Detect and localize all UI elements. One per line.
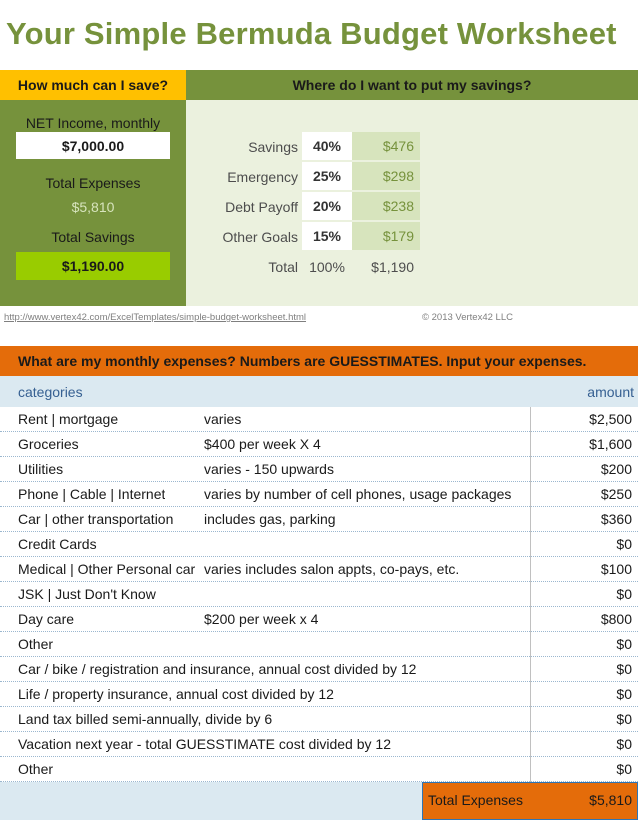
allocation-total-label: Total: [268, 259, 298, 275]
amount-column-label: amount: [587, 384, 634, 400]
expense-category[interactable]: Car | other transportation: [18, 511, 174, 527]
table-row: [0, 657, 638, 682]
allocation-label-emergency: Emergency: [227, 169, 298, 185]
savings-panel-header: How much can I save?: [0, 70, 186, 100]
table-row: [0, 582, 638, 607]
expense-category[interactable]: Rent | mortgage: [18, 411, 119, 427]
expense-note[interactable]: includes gas, parking: [204, 511, 336, 527]
expense-category[interactable]: Vacation next year - total GUESSTIMATE cost divided by 12: [18, 736, 391, 752]
expense-category[interactable]: Credit Cards: [18, 536, 97, 552]
total-expenses-label: Total Expenses: [45, 175, 141, 191]
expense-category[interactable]: Life / property insurance, annual cost divided by 12: [18, 686, 334, 702]
table-row: [0, 407, 638, 432]
expense-category[interactable]: Groceries: [18, 436, 79, 452]
expense-amount[interactable]: $250: [530, 482, 638, 507]
vertex42-link[interactable]: http://www.vertex42.com/ExcelTemplates/simple-budget-worksheet.html: [4, 312, 307, 323]
expense-table: [0, 407, 638, 782]
allocation-label-debt-payoff: Debt Payoff: [225, 199, 298, 215]
worksheet-title: Your Simple Bermuda Budget Worksheet: [6, 16, 617, 51]
expense-amount[interactable]: $0: [530, 632, 638, 657]
expense-amount[interactable]: $0: [530, 682, 638, 707]
allocation-percent-emergency[interactable]: 25%: [302, 162, 352, 190]
expense-amount[interactable]: $0: [530, 732, 638, 757]
total-savings-value: $1,190.00: [16, 252, 170, 280]
table-row: [0, 507, 638, 532]
allocation-label-other-goals: Other Goals: [222, 229, 298, 245]
allocation-amount-emergency: $298: [352, 162, 420, 190]
expense-note[interactable]: varies by number of cell phones, usage packages: [204, 486, 512, 502]
allocation-label-savings: Savings: [248, 139, 298, 155]
expense-amount[interactable]: $0: [530, 582, 638, 607]
allocation-percent-debt-payoff[interactable]: 20%: [302, 192, 352, 220]
expense-note[interactable]: varies - 150 upwards: [204, 461, 334, 477]
expenses-footer-spacer: [0, 782, 422, 820]
expense-note[interactable]: varies includes salon appts, co-pays, etc.: [204, 561, 460, 577]
total-savings-label: Total Savings: [51, 229, 135, 245]
expense-category[interactable]: Phone | Cable | Internet: [18, 486, 166, 502]
expense-category[interactable]: Utilities: [18, 461, 64, 477]
table-row: [0, 732, 638, 757]
footer-total-expenses-label: Total Expenses: [428, 792, 523, 808]
allocation-amount-savings: $476: [352, 132, 420, 160]
expense-category[interactable]: Medical | Other Personal car: [18, 561, 196, 577]
footer-total-expenses-value: $5,810: [589, 792, 632, 808]
table-row: [0, 457, 638, 482]
table-row: [0, 557, 638, 582]
categories-column-label: categories: [18, 384, 83, 400]
expense-category[interactable]: JSK | Just Don't Know: [18, 586, 156, 602]
expense-category[interactable]: Day care: [18, 611, 75, 627]
expense-note[interactable]: varies: [204, 411, 242, 427]
copyright-text: © 2013 Vertex42 LLC: [422, 312, 513, 323]
net-income-input[interactable]: $7,000.00: [16, 132, 170, 159]
table-row: [0, 707, 638, 732]
expense-amount[interactable]: $0: [530, 707, 638, 732]
allocation-total-amount: $1,190: [371, 259, 414, 275]
table-row: [0, 757, 638, 782]
allocation-total-percent: 100%: [309, 259, 345, 275]
expense-amount[interactable]: $1,600: [530, 432, 638, 457]
allocation-panel-header: Where do I want to put my savings?: [186, 70, 638, 100]
expense-amount[interactable]: $0: [530, 657, 638, 682]
allocation-amount-debt-payoff: $238: [352, 192, 420, 220]
allocation-amount-other-goals: $179: [352, 222, 420, 250]
expense-amount[interactable]: $200: [530, 457, 638, 482]
expenses-header: What are my monthly expenses? Numbers are GUESSTIMATES. Input your expenses.: [0, 346, 638, 376]
expense-note[interactable]: $400 per week X 4: [204, 436, 321, 452]
total-expenses-value: $5,810: [71, 199, 115, 215]
expense-category[interactable]: Land tax billed semi-annually, divide by 6: [18, 711, 273, 727]
expense-amount[interactable]: $2,500: [530, 407, 638, 432]
expense-category[interactable]: Other: [18, 761, 54, 777]
allocation-percent-savings[interactable]: 40%: [302, 132, 352, 160]
table-row: [0, 432, 638, 457]
table-row: [0, 682, 638, 707]
expense-amount[interactable]: $100: [530, 557, 638, 582]
expense-note[interactable]: $200 per week x 4: [204, 611, 319, 627]
expense-category[interactable]: Car / bike / registration and insurance, annual cost divided by 12: [18, 661, 417, 677]
expense-category[interactable]: Other: [18, 636, 54, 652]
table-row: [0, 607, 638, 632]
expense-amount[interactable]: $0: [530, 757, 638, 782]
expense-amount[interactable]: $0: [530, 532, 638, 557]
table-row: [0, 532, 638, 557]
table-row: [0, 482, 638, 507]
expense-amount[interactable]: $360: [530, 507, 638, 532]
net-income-label: NET Income, monthly: [25, 115, 161, 131]
expense-amount[interactable]: $800: [530, 607, 638, 632]
allocation-percent-other-goals[interactable]: 15%: [302, 222, 352, 250]
table-row: [0, 632, 638, 657]
